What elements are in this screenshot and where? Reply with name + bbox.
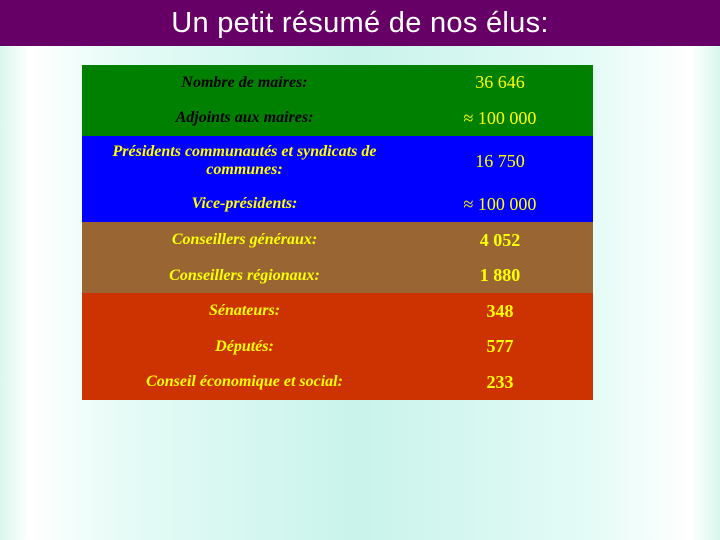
row-label: Nombre de maires: (181, 73, 308, 91)
row-label: Conseil économique et social: (146, 373, 343, 390)
elected-officials-table (82, 65, 593, 400)
row-value: ≈ 100 000 (463, 107, 537, 128)
row-label: Députés: (215, 337, 274, 355)
row-label: Vice-présidents: (191, 195, 298, 212)
row-label: Conseillers régionaux: (169, 266, 320, 284)
row-value: 233 (486, 371, 514, 392)
row-value: 1 880 (479, 265, 521, 285)
row-value: 577 (486, 336, 514, 356)
row-label: Présidents communautés et syndicats de communes: (112, 143, 377, 178)
table-row-community-presidents (82, 136, 593, 186)
table-row-senators (82, 293, 593, 329)
row-value: 348 (486, 300, 514, 321)
row-value: 16 750 (475, 150, 525, 171)
title-bar (0, 0, 720, 46)
table-row-mayors (82, 65, 593, 100)
row-value: ≈ 100 000 (463, 193, 537, 214)
table-row-economic-social-council (82, 364, 593, 400)
slide-title: Un petit résumé de nos élus: (171, 6, 549, 39)
table-row-regional-councillors (82, 258, 593, 293)
row-label: Sénateurs: (208, 302, 281, 319)
table-row-general-councillors (82, 222, 593, 258)
row-label: Conseillers généraux: (171, 231, 318, 248)
row-label: Adjoints aux maires: (175, 109, 314, 126)
table-row-deputies (82, 329, 593, 364)
table-row-vice-presidents (82, 186, 593, 222)
row-value: 4 052 (479, 229, 521, 250)
table-row-deputy-mayors (82, 100, 593, 136)
row-value: 36 646 (475, 72, 525, 92)
